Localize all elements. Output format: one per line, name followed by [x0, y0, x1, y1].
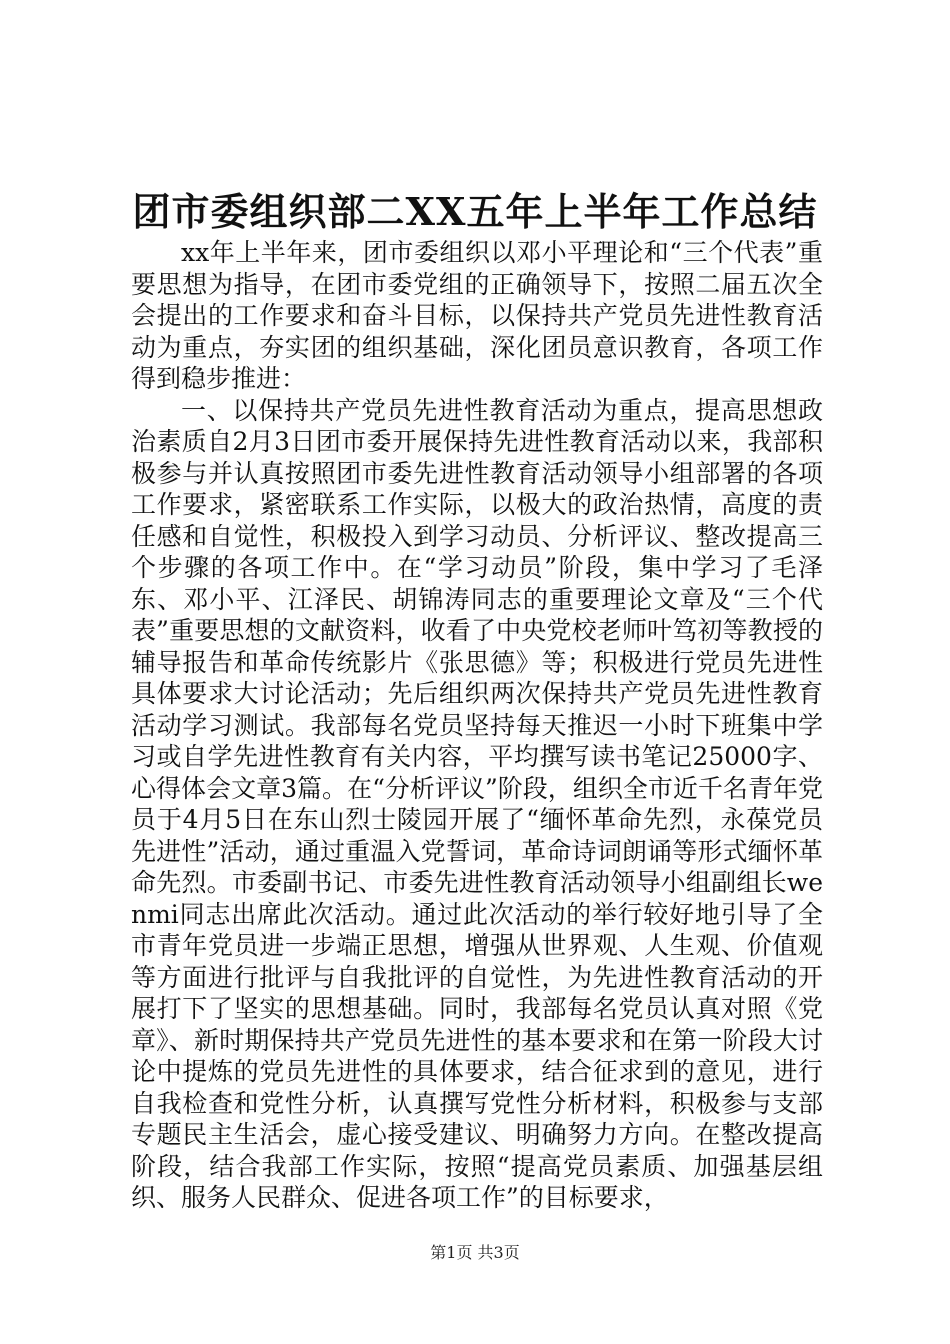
page-footer: 第1页 共3页	[430, 1243, 520, 1262]
paragraph-intro: xx年上半年来，团市委组织以邓小平理论和“三个代表”重要思想为指导，在团市委党组的正确领导下，按照二届五次全会提出的工作要求和奋斗目标，以保持共产党员先进性教育活动为重点，夯实团的组织基础，深化团员意识教育，各项工作得到稳步推进：	[131, 238, 823, 393]
document-title: 团市委组织部二XX五年上半年工作总结	[132, 189, 818, 234]
document-body	[131, 237, 823, 1214]
paragraph-section-one: 一、以保持共产党员先进性教育活动为重点，提高思想政治素质自2月3日团市委开展保持先进性教育活动以来，我部积极参与并认真按照团市委先进性教育活动领导小组部署的各项工作要求，紧密联系工作实际，以极大的政治热情，高度的责任感和自觉性，积极投入到学习动员、分析评议、整改提高三个步骤的各项工作中。在“学习动员”阶段，集中学习了毛泽东、邓小平、江泽民、胡锦涛同志的重要理论文章及“三个代表”重要思想的文献资料，收看了中央党校老师叶笃初等教授的辅导报告和革命传统影片《张思德》等；积极进行党员先进性具体要求大讨论活动；先后组织两次保持共产党员先进性教育活动学习测试。我部每名党员坚持每天推迟一小时下班集中学习或自学先进性教育有关内容，平均撰写读书笔记25000字、心得体会文章3篇。在“分析评议”阶段，组织全市近千名青年党员于4月5日在东山烈士陵园开展了“缅怀革命先烈，永葆党员先进性”活动，通过重温入党誓词，革命诗词朗诵等形式缅怀革命先烈。市委副书记、市委先进性教育活动领导小组副组长wenmi同志出席此次活动。通过此次活动的举行较好地引导了全市青年党员进一步端正思想，增强从世界观、人生观、价值观等方面进行批评与自我批评的自觉性，为先进性教育活动的开展打下了坚实的思想基础。同时，我部每名党员认真对照《党章》、新时期保持共产党员先进性的基本要求和在第一阶段大讨论中提炼的党员先进性的具体要求，结合征求到的意见，进行自我检查和党性分析，认真撰写党性分析材料，积极参与支部专题民主生活会，虚心接受建议、明确努力方向。在整改提高阶段，结合我部工作实际，按照“提高党员素质、加强基层组织、服务人民群众、促进各项工作”的目标要求，	[131, 395, 823, 1212]
